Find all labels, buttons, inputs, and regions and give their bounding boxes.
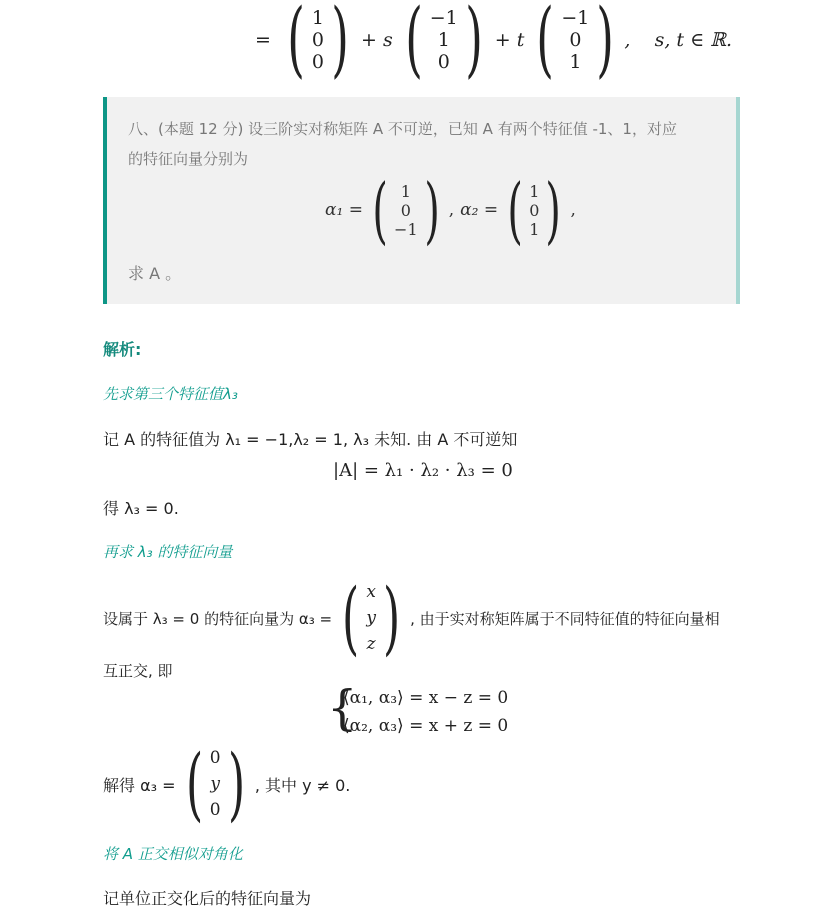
top-equation [255, 0, 733, 87]
problem-blockquote [103, 97, 740, 304]
alpha2-vector: ( 1 0 1 ) [507, 168, 562, 252]
step2-solution: 解得 α₃ = ( 0 y 0 ) , 其中 y ≠ 0. [103, 737, 351, 830]
step2-title: 再求 λ₃ 的特征向量 [103, 543, 233, 561]
vector-s: ( −1 1 0 ) [404, 0, 483, 87]
solution-heading: 解析: [103, 340, 142, 359]
problem-ask: 求 A 。 [128, 264, 182, 283]
param-domain: , s, t ∈ ℝ. [624, 29, 733, 51]
step2-statement: 设属于 λ₃ = 0 的特征向量为 α₃ = ( x y z ) , 由于实对称矩阵属于不同特征值的特征向量相 [103, 571, 720, 664]
given-eigenvectors: α₁ = ( 1 0 −1 ) , α₂ = ( 1 0 1 ) , [325, 168, 576, 252]
alpha3-solution-vector: ( 0 y 0 ) [185, 737, 245, 830]
system-eq-1: ⟨α₁, α₃⟩ = x − z = 0 [343, 688, 509, 708]
alpha1-label: α₁ = [325, 200, 363, 220]
problem-line-1: 八、(本题 12 分) 设三阶实对称矩阵 A 不可逆，已知 A 有两个特征值 -1、1，对应 [128, 120, 677, 138]
vector-particular: ( 1 0 0 ) [287, 0, 349, 87]
step1-result: 得 λ₃ = 0. [103, 499, 179, 518]
equals-sign: = [255, 29, 271, 51]
step3-text: 记单位正交化后的特征向量为 [103, 889, 312, 908]
step1-text: 记 A 的特征值为 λ₁ = −1,λ₂ = 1, λ₃ 未知. 由 A 不可逆知 [103, 430, 518, 449]
problem-line-2: 的特征向量分别为 [128, 150, 249, 168]
plus-s: + s [361, 29, 393, 51]
vector-t: ( −1 0 1 ) [536, 0, 615, 87]
left-brace: { [327, 680, 358, 736]
system-eq-2: ⟨α₂, α₃⟩ = x + z = 0 [343, 716, 509, 736]
alpha3-generic-vector: ( x y z ) [342, 571, 401, 664]
alpha1-vector: ( 1 0 −1 ) [372, 168, 440, 252]
step3-title: 将 A 正交相似对角化 [103, 845, 243, 863]
alpha2-label: α₂ = [460, 200, 499, 220]
determinant-equation: |A| = λ₁ · λ₂ · λ₃ = 0 [333, 460, 513, 481]
plus-t: + t [494, 29, 525, 51]
step2-text-c: 互正交, 即 [103, 662, 173, 680]
step1-title: 先求第三个特征值λ₃ [103, 385, 238, 403]
